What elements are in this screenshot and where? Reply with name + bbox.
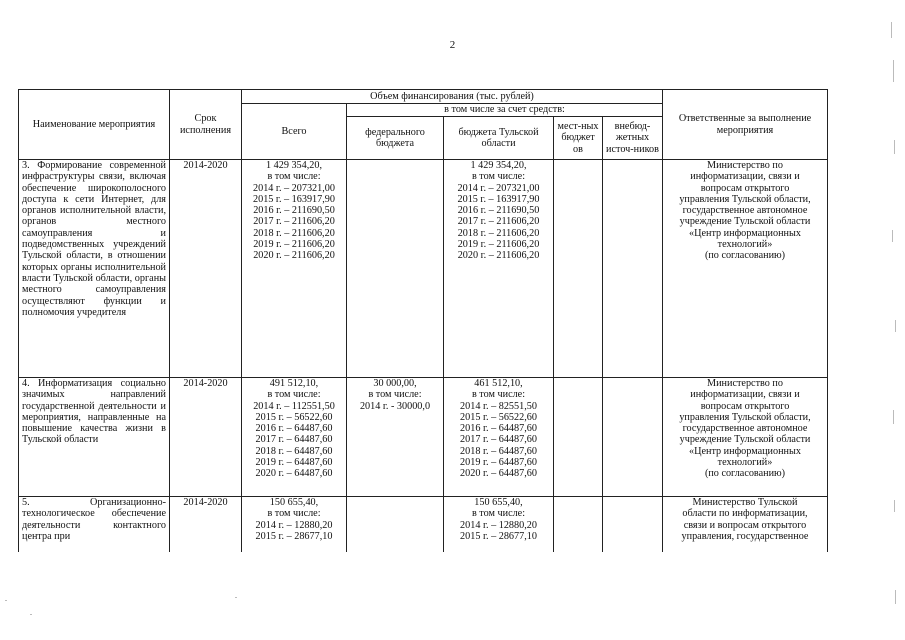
cell-line: государственное автономное [682, 205, 808, 217]
cell-line: 491 512,10, [269, 378, 319, 389]
cell-line: 2018 г. – 64487,60 [255, 445, 333, 457]
header-local: мест-ных бюджет ов [554, 117, 603, 160]
table-row [19, 160, 828, 378]
cell-line: 2019 г. – 64487,60 [460, 457, 537, 469]
cell-line: вопросам открытого [700, 400, 790, 412]
cell-line: в том числе: [471, 508, 526, 520]
cell-line: (по согласованию) [704, 468, 786, 480]
cell-line: учреждение Тульской области [679, 434, 811, 446]
table-row [19, 497, 828, 552]
cell-line: 2014 г. – 82551,50 [460, 400, 537, 412]
financing-table-wrapper [18, 89, 828, 552]
cell-line: 2017 г. – 64487,60 [255, 434, 333, 446]
header-including: в том числе за счет средств: [347, 104, 663, 117]
cell-line: в том числе: [471, 389, 526, 401]
cell-activity-name: 3. Формирование современной инфраструктуры связи, включая обеспечение широкополосного доступа к сети Интернет, для органов исполнительной власти, органов местного самоуправления и подведомственных учреждений Тульской области, в отношении которых органы исполнительной власти Тульской области, органы местного самоуправления осуществляют функции и полномочия учредителя [19, 160, 170, 378]
cell-line: 2017 г. – 64487,60 [460, 434, 537, 446]
header-financing: Объем финансирования (тыс. рублей) [242, 90, 663, 104]
cell-line: управления Тульской области, [679, 193, 811, 205]
cell-line: 461 512,10, [474, 378, 523, 389]
cell-activity-name: 4. Информатизация социально значимых направлений государственной деятельности и мероприятия, направленные на повышение качества жизни в Тульской области [19, 378, 170, 497]
cell-line: 1 429 354,20, [265, 160, 323, 171]
cell-extra [603, 378, 663, 497]
cell-responsible [663, 378, 828, 497]
cell-line: 2018 г. – 211606,20 [253, 227, 335, 239]
cell-line: «Центр информационных [689, 445, 801, 457]
page-number: 2 [449, 39, 456, 51]
cell-line: 2014 г. – 207321,00 [457, 182, 540, 194]
cell-line: государственное автономное [682, 423, 808, 435]
cell-line: 2014 г. – 207321,00 [253, 182, 335, 194]
table-row [19, 378, 828, 497]
cell-line: в том числе: [267, 508, 321, 520]
cell-total [242, 378, 347, 497]
cell-line: 2015 г. – 163917,90 [457, 193, 540, 205]
cell-line: 2014 г. – 112551,50 [253, 400, 335, 412]
cell-line: 150 655,40, [474, 497, 523, 508]
cell-line: «Центр информационных [689, 227, 801, 239]
header-regional: бюджета Тульской области [444, 117, 554, 160]
cell-line: Министерство по [707, 378, 783, 389]
cell-line: 2020 г. – 64487,60 [255, 468, 333, 480]
cell-line: 30 000,00, [373, 378, 417, 389]
cell-line: 2015 г. – 28677,10 [460, 530, 537, 542]
cell-term: 2014-2020 [170, 497, 242, 552]
cell-line: 2015 г. – 28677,10 [255, 530, 333, 542]
financing-table [18, 89, 828, 552]
header-name: Наименование мероприятия [19, 90, 170, 160]
cell-term: 2014-2020 [170, 160, 242, 378]
cell-line: Министерство Тульской [692, 497, 798, 508]
cell-line: учреждение Тульской области [679, 216, 811, 228]
cell-line: 2018 г. – 211606,20 [457, 227, 540, 239]
cell-line: области по информатизации, [682, 508, 808, 520]
cell-responsible [663, 160, 828, 378]
cell-line: 150 655,40, [269, 497, 319, 508]
cell-line: 2016 г. – 64487,60 [460, 423, 537, 435]
table-body [19, 160, 828, 552]
cell-extra [603, 160, 663, 378]
cell-line: Министерство по [707, 160, 783, 171]
cell-line: 2016 г. – 211690,50 [457, 205, 540, 217]
cell-line: 2015 г. – 56522,60 [460, 411, 537, 423]
cell-line: 2020 г. – 64487,60 [460, 468, 537, 480]
cell-activity-name: 5. Организационно-технологическое обеспечение деятельности контактного центра при [19, 497, 170, 552]
cell-line: в том числе: [267, 171, 321, 183]
cell-line: 2020 г. – 211606,20 [253, 250, 335, 262]
cell-line: (по согласованию) [704, 250, 786, 262]
cell-line: в том числе: [471, 171, 526, 183]
cell-line: 1 429 354,20, [470, 160, 527, 171]
cell-line: 2015 г. – 56522,60 [255, 411, 333, 423]
cell-regional [444, 378, 554, 497]
cell-line: в том числе: [267, 389, 321, 401]
cell-local [554, 378, 603, 497]
cell-line: 2018 г. – 64487,60 [460, 445, 537, 457]
cell-local [554, 497, 603, 552]
cell-line: 2019 г. – 211606,20 [457, 239, 540, 251]
cell-extra [603, 497, 663, 552]
cell-federal [347, 160, 444, 378]
cell-line: 2016 г. – 64487,60 [255, 423, 333, 435]
cell-local [554, 160, 603, 378]
cell-regional [444, 497, 554, 552]
header-extra: внебюд-жетных источ-ников [603, 117, 663, 160]
cell-federal [347, 497, 444, 552]
cell-line: вопросам открытого [700, 182, 790, 194]
cell-line: связи и вопросам открытого [683, 519, 807, 531]
cell-line: 2016 г. – 211690,50 [253, 205, 335, 217]
cell-line: технологий» [717, 457, 773, 469]
cell-line: 2017 г. – 211606,20 [457, 216, 540, 228]
cell-line: информатизации, связи и [690, 389, 800, 401]
header-term: Срок исполнения [170, 90, 242, 160]
cell-total [242, 497, 347, 552]
cell-line: 2014 г. – 12880,20 [460, 519, 537, 531]
cell-line: информатизации, связи и [690, 171, 800, 183]
header-responsible: Ответственные за выполнение мероприятия [663, 90, 828, 160]
cell-line: 2019 г. – 64487,60 [255, 457, 333, 469]
cell-regional [444, 160, 554, 378]
cell-line: 2014 г. - 30000,0 [359, 400, 431, 412]
cell-line: 2020 г. – 211606,20 [457, 250, 540, 262]
cell-line: 2017 г. – 211606,20 [253, 216, 335, 228]
cell-line: 2019 г. – 211606,20 [253, 239, 335, 251]
cell-line: технологий» [717, 239, 773, 251]
cell-federal [347, 378, 444, 497]
cell-line: управления Тульской области, [679, 411, 811, 423]
cell-term: 2014-2020 [170, 378, 242, 497]
header-total: Всего [242, 104, 347, 160]
cell-line: управления, государственное [681, 530, 809, 542]
cell-responsible [663, 497, 828, 552]
cell-line: 2014 г. – 12880,20 [255, 519, 333, 531]
cell-line: 2015 г. – 163917,90 [253, 193, 335, 205]
header-federal: федерального бюджета [347, 117, 444, 160]
cell-line: в том числе: [368, 389, 422, 401]
cell-total [242, 160, 347, 378]
